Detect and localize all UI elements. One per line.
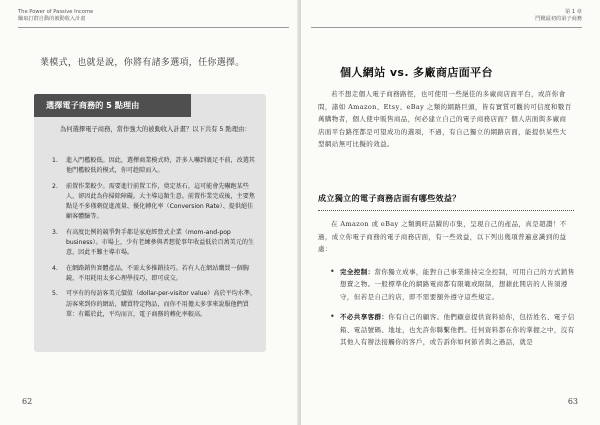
list-item	[52, 156, 258, 177]
running-head-line: 鬥靴最初的第子商務	[535, 16, 582, 22]
body-text-line: 業模式，也就是說，你將有諸多選項，任你選擇。	[40, 58, 245, 68]
list-item-number: 4.	[52, 264, 58, 272]
subheading: 成立獨立的電子商務店面有哪些效益？	[318, 193, 461, 203]
list-item-number: 2.	[52, 182, 58, 190]
section-title: 個人網站 vs. 多廠商店面平台	[340, 66, 493, 79]
list-item-text: 有高度比例的競爭對手都是家庭經營式企業（mom-and-pop business）。市場上，少有老練參與者想從事年收益低於百萬美元的生意，因此不難主導市場。	[66, 228, 255, 257]
left-page	[0, 0, 299, 425]
list-item	[52, 182, 258, 223]
page-number: 63	[567, 397, 578, 406]
list-item-text: 在網路銷售實體產品，不需太多推銷技巧。若有人在網站購買一個胸鏡，不用耗用太多心理學技巧，即可成交。	[66, 264, 249, 282]
bullet-icon: •	[330, 267, 336, 276]
subheading-rule	[318, 210, 574, 211]
bullet-icon: •	[330, 312, 336, 322]
list-item	[52, 264, 258, 285]
sidebar-title: 選擇電子商務的 5 點理由	[34, 94, 191, 117]
list-item-text: 可享有的每訪客美元價值（dollar-per-visitor value）高於平均水準，訪客來到你的網站，購買特定物品，而你不用擔太多事來說服他們買單：有鑑於此，平均而言，電子商務的轉化率較高。	[66, 290, 257, 318]
running-head-line: 第 1 章	[565, 9, 582, 15]
running-head-line: The Power of Passive Income	[18, 9, 94, 15]
benefits-list	[330, 266, 576, 356]
list-item-text: 進入門檻較低。因此，選擇商業模式時，許多人嚇到裹足不前，改選其他門檻較低的模式，你可趁隙而入。	[66, 157, 255, 175]
running-head-line: 賺取打群自動的被動收入計畫	[18, 16, 86, 22]
list-item	[330, 266, 576, 303]
list-item	[52, 289, 258, 320]
bullet-text: 當你獨立成事，能對自己事業維持完全控制，可用自己的方式銷售想賣之物。一般標準化的網路電商都有限範或限制，想藉此開店的人皆須遵守，但若是自己的店，即不需要額外遵守這些規定。	[340, 268, 575, 301]
body-paragraph: 在 Amazon 或 eBay 之類興旺話躍的市集，呈現自己的產品，真是超讚！不過，成立你電子商務的電子商務店面，有一些效益，以下列出幾項普遍意識到的益處：	[318, 220, 567, 254]
header-rule	[311, 27, 582, 28]
sidebar-box	[34, 94, 266, 352]
bullet-term: 完全控制：	[340, 268, 375, 276]
reasons-list	[52, 156, 258, 325]
header-rule	[18, 27, 289, 28]
list-item-text: 前置作業較少。需要進行前置工作，奠定基石，這可能會先嚇跑某些人，卻因此為你掃除障礙。大主導這類生意。前置作業完成後，主要焦點是不多僅剩促進流量、優化轉化率（Conversion Rate）、提供絕佳顧客體驗等。	[66, 182, 255, 221]
right-running-head	[535, 9, 582, 23]
list-item-number: 3.	[52, 228, 58, 236]
list-item-number: 5.	[52, 290, 58, 298]
bullet-text: 你有自己的顧客。他們顧意提供資料給你，包括姓名、電子信箱、電話號碼、地址，也允許你聯繫他們。任何資料都在你的掌握之中，沒有其他人有辦法接觸你的客戶，或告訴你如何節省與之過話，就是	[340, 313, 575, 347]
sidebar-intro: 為何選擇電子商務，當作強大的被動收入計畫？以下共有 5 點理由：	[60, 126, 251, 133]
left-running-head	[18, 9, 93, 23]
bullet-term: 不必共享客群：	[340, 313, 389, 322]
list-item	[52, 228, 258, 259]
body-paragraph: 若不想走個人電子商務路徑，也可使用一些絕佳的多廠商店面平台，或許你會問，諸如 Amazon、Etsy、eBay 之類的網路巨頭，皆有實質可觀的可信度和數百萬購物者，個人使中販售商品，何必建立自己的電子商務店面？個人店面與多廠商店面平台路徑都是可望成功的選項，不過，有自己獨立的網路店面，能提供某些大型網站無可比擬的效益。	[318, 90, 572, 149]
list-item-number: 1.	[52, 157, 58, 164]
list-item	[330, 311, 576, 348]
page-number: 62	[22, 397, 33, 406]
